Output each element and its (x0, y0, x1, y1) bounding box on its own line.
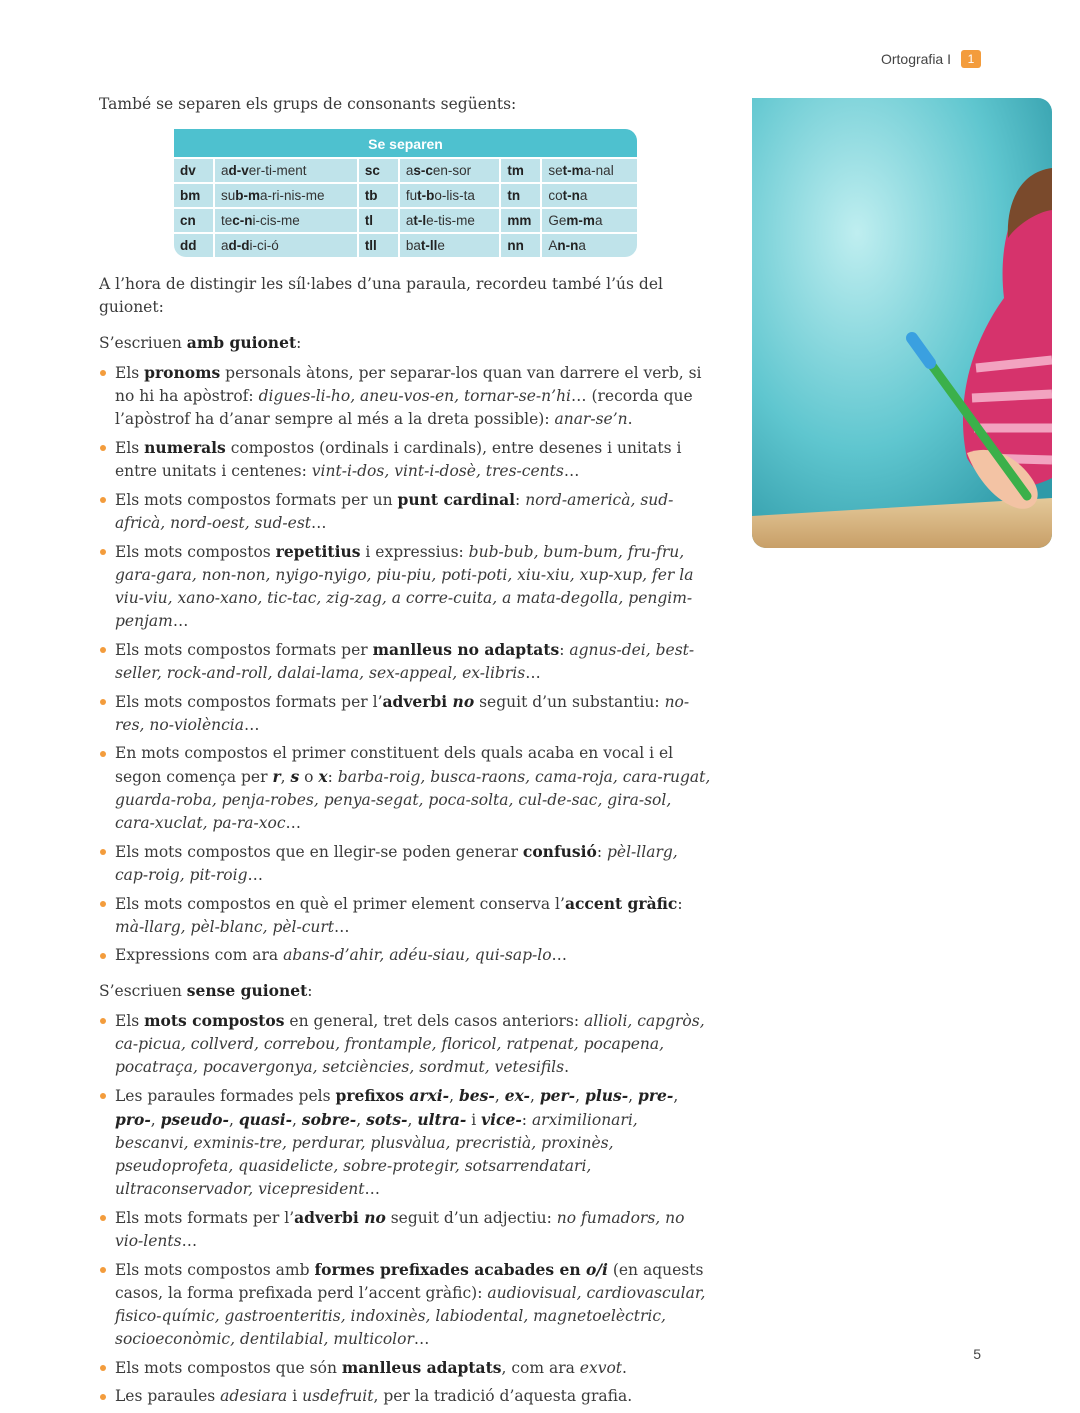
text-run: adverbi (294, 1208, 365, 1227)
text-run: ex- (504, 1086, 530, 1105)
consonant-pair: dd (174, 232, 215, 257)
text-run: pseudo- (160, 1110, 229, 1129)
text-run: i expressius: (360, 543, 469, 561)
table-title: Se separen (174, 129, 637, 157)
text-run: . (564, 1058, 570, 1076)
syllable-part: d-v (228, 163, 249, 178)
syllable-part: t-n (562, 188, 580, 203)
syllable-part: su (221, 188, 236, 203)
text-run: allioli, capgròs, ca-picua, collverd, correbou, frontample, floricol, ratpenat, pocapena, pocatraça, pocavergonya, setciències, sordmut, vetesifils (115, 1012, 705, 1076)
syllable-part: t-m (562, 163, 584, 178)
page-number: 5 (973, 1346, 981, 1362)
rule-item (99, 488, 714, 535)
rule-item (99, 944, 714, 967)
section-title: Ortografia I (880, 51, 951, 67)
consonant-pair: nn (501, 232, 542, 257)
example-word (215, 182, 359, 207)
text-run: , per la tradició d’aquesta grafia. (373, 1387, 633, 1405)
consonant-pair: mm (501, 207, 542, 232)
consonant-pair: bm (174, 182, 215, 207)
text-run: Els mots compostos que són (115, 1359, 342, 1377)
syllable-part: a (594, 213, 603, 228)
intro-text: També se separen els grups de consonants següents: (99, 95, 517, 113)
text-run: ultra- (417, 1110, 467, 1129)
text-run: … (172, 612, 189, 630)
text-run: : (515, 491, 526, 509)
syllable-part: d-d (228, 238, 250, 253)
main-content (99, 90, 714, 1413)
text-run: Els mots compostos que en llegir-se poden generar (115, 843, 523, 861)
text-run: … (311, 514, 327, 532)
text-run: S’escriuen (99, 334, 187, 352)
text-run: manlleus adaptats (341, 1358, 502, 1377)
text-run: pre- (638, 1086, 674, 1105)
text-run: per- (539, 1086, 576, 1105)
text-run: no-res, no-violència (115, 693, 690, 734)
text-run: barba-roig, busca-raons, cama-roja, cara-rugat, guarda-roba, penja-robes, penya-segat, poca-solta, cul-de-sac, gira-sol, cara-xuclat, pa-ra-xoc (115, 768, 711, 832)
text-run: i (466, 1111, 482, 1129)
syllable-part: co (548, 188, 563, 203)
syllable-part: te (221, 213, 233, 228)
table-row (174, 232, 637, 257)
text-run: en general, tret dels casos anteriors: (284, 1012, 585, 1030)
syllable-part: a (405, 213, 414, 228)
text-run: pro- (115, 1110, 151, 1129)
text-run: bes- (458, 1086, 495, 1105)
text-run: no (452, 692, 475, 711)
example-word (400, 157, 502, 182)
table-row (174, 157, 637, 182)
syllable-part: en-sor (432, 163, 472, 178)
syllable-part: a (405, 163, 414, 178)
rule-item (99, 892, 714, 939)
text-run: : (521, 1111, 532, 1129)
text-run: : (327, 768, 338, 786)
text-run: … (285, 814, 302, 832)
text-run: S’escriuen (99, 982, 187, 1000)
text-run: … (364, 1180, 380, 1198)
text-run: manlleus no adaptats (372, 640, 560, 659)
rule-item (99, 840, 714, 887)
syllable-part: e (437, 238, 445, 253)
rule-item (99, 1009, 714, 1079)
table-body (174, 157, 637, 257)
text-run: … (243, 716, 260, 734)
syllable-part: Ge (548, 213, 567, 228)
text-run: … (334, 918, 350, 936)
rule-item (99, 1385, 714, 1408)
text-run: , (280, 768, 291, 786)
text-run: seguit d’un substantiu: (474, 693, 665, 711)
hyphen-lead-text: A l’hora de distingir les síl·labes d’una paraula, recordeu també l’ús del guionet: (99, 275, 663, 316)
text-run: Els (115, 364, 145, 382)
text-run: Els (115, 439, 145, 457)
rule-item (99, 638, 714, 685)
rule-item (99, 1084, 714, 1201)
text-run: : (307, 982, 313, 1000)
text-run: arxi- (409, 1086, 450, 1105)
syllable-part: fu (405, 188, 418, 203)
text-run: x (318, 767, 328, 786)
consonant-pair: tl (359, 207, 400, 232)
syllable-part: a (578, 238, 586, 253)
text-run: adesiara (220, 1387, 288, 1405)
text-run: … (413, 1330, 430, 1348)
example-word (542, 232, 637, 257)
example-word (215, 232, 359, 257)
text-run: usdefruit (302, 1387, 374, 1405)
syllable-part: n-n (557, 238, 579, 253)
syllable-part: a (221, 238, 229, 253)
text-run: arximilionari, bescanvi, exminis-tre, perdurar, plusvàlua, precristià, proxinès, pseudoprofeta, quasidelicte, sobre-protegir, sotsarrendatari, ultraconservador, vicepresident (115, 1111, 638, 1198)
text-run: personals àtons, per separar-los quan van darrere el verb, si no hi ha apòstrof: (115, 364, 702, 405)
rule-item (99, 436, 714, 483)
rule-item (99, 361, 714, 431)
example-word (400, 182, 502, 207)
text-run: s (290, 767, 300, 786)
text-run: . (627, 410, 633, 428)
syllable-part: t-ll (420, 238, 438, 253)
child-writing-illustration (752, 98, 1052, 548)
rule-item (99, 1206, 714, 1253)
syllable-part: a (579, 188, 588, 203)
syllable-part: se (548, 163, 563, 178)
with-hyphen-title (99, 331, 714, 355)
consonant-pair: tn (501, 182, 542, 207)
text-run: , (356, 1111, 367, 1129)
syllable-part: a-ri-nis-me (260, 188, 325, 203)
example-word (215, 207, 359, 232)
text-run: , (150, 1111, 161, 1129)
text-run: prefixos (335, 1086, 410, 1105)
text-run: Els mots formats per l’ (115, 1209, 295, 1227)
rule-item (99, 540, 714, 633)
text-run: punt cardinal (397, 490, 516, 509)
consonant-pair: cn (174, 207, 215, 232)
syllable-part: c-n (232, 213, 253, 228)
syllable-part: er-ti-ment (248, 163, 307, 178)
table-row (174, 207, 637, 232)
syllable-part: a (221, 163, 229, 178)
text-run: … (551, 946, 568, 964)
text-run: pronoms (144, 363, 221, 382)
text-run: sense guionet (186, 981, 308, 1000)
without-hyphen-list (99, 1009, 714, 1408)
rule-item (99, 1356, 714, 1380)
text-run: bub-bub, bum-bum, fru-fru, gara-gara, non-non, nyigo-nyigo, piu-piu, poti-poti, xiu-xiu, xup-xup, fer la viu-viu, xano-xano, tic-tac, zig-zag, a corre-cuita, a mata-degolla, pengim-penjam (115, 543, 694, 630)
consonant-pair: tb (359, 182, 400, 207)
text-run: no fumadors, no vio-lents (115, 1209, 685, 1250)
text-run: mà-llarg, pèl-blanc, pèl-curt (115, 918, 335, 936)
syllable-part: ba (405, 238, 421, 253)
text-run: vice- (481, 1110, 522, 1129)
text-run: numerals (144, 438, 226, 457)
text-run: exvot (579, 1359, 623, 1377)
example-word (542, 157, 637, 182)
text-run: : (677, 895, 683, 913)
with-hyphen-list (99, 361, 714, 967)
text-run: , (494, 1087, 505, 1105)
text-run: , (529, 1087, 540, 1105)
text-run: … (563, 462, 580, 480)
text-run: En mots compostos el primer constituent dels quals acaba en vocal i el segon comença per (115, 744, 674, 786)
text-run: vint-i-dos, vint-i-dosè, tres-cents (311, 462, 564, 480)
text-run: repetitius (275, 542, 361, 561)
text-run: anar-se’n (554, 410, 628, 428)
text-run: … (525, 664, 541, 682)
text-run: sots- (366, 1110, 408, 1129)
text-run: nord-americà, sud-africà, nord-oest, sud-est (115, 491, 674, 532)
syllable-part: a-nal (583, 163, 614, 178)
syllable-part: m-m (566, 213, 595, 228)
photo-child-writing (752, 98, 1052, 548)
rule-item (99, 1258, 714, 1351)
text-run: seguit d’un adjectiu: (385, 1209, 557, 1227)
syllable-part: s-c (413, 163, 433, 178)
syllable-part: t-l (413, 213, 427, 228)
text-run: , (228, 1111, 239, 1129)
text-run: formes prefixades acabades en (314, 1260, 587, 1279)
text-run: (en aquests casos, la forma prefixada perd l’accent gràfic): (115, 1261, 704, 1302)
syllable-part: e-tis-me (426, 213, 475, 228)
syllable-part: i-ci-ó (249, 238, 279, 253)
text-run: compostos (ordinals i cardinals), entre desenes i unitats i entre unitats i centenes: (115, 439, 682, 480)
text-run: … (recorda que l’apòstrof ha d’anar sempre al més a la dreta possible): (115, 387, 693, 428)
text-run: pèl-llarg, cap-roig, pit-roig (115, 843, 678, 884)
text-run: … (181, 1232, 198, 1250)
text-run: , (292, 1111, 302, 1129)
text-run: digues-li-ho, aneu-vos-en, tornar-se-n’hi (258, 387, 572, 405)
rule-item (99, 690, 714, 737)
syllable-part: b-m (235, 188, 261, 203)
text-run: o/i (586, 1260, 608, 1279)
text-run: , (628, 1087, 638, 1105)
text-run: Els mots compostos formats per un (115, 491, 398, 509)
text-run: accent gràfic (564, 894, 678, 913)
consonant-pair: sc (359, 157, 400, 182)
text-run: adverbi (382, 692, 453, 711)
text-run: confusió (522, 842, 597, 861)
text-run: Les paraules (115, 1387, 221, 1405)
text-run: … (247, 866, 264, 884)
consonant-pair: tll (359, 232, 400, 257)
text-run: no (364, 1208, 386, 1227)
text-run: , com ara (501, 1359, 580, 1377)
example-word (542, 182, 637, 207)
syllable-part: o-lis-ta (434, 188, 475, 203)
syllable-part: t-b (417, 188, 435, 203)
consonant-pair: dv (174, 157, 215, 182)
running-header (881, 50, 981, 68)
example-word (542, 207, 637, 232)
text-run: Expressions com ara (115, 946, 284, 964)
text-run: o (299, 768, 319, 786)
text-run: , (673, 1087, 679, 1105)
text-run: plus- (584, 1086, 629, 1105)
text-run: sobre- (301, 1110, 357, 1129)
text-run: , (449, 1087, 459, 1105)
example-word (400, 232, 502, 257)
text-run: abans-d’ahir, adéu-siau, qui-sap-lo (283, 946, 552, 964)
text-run: amb guionet (186, 333, 297, 352)
syllable-part: A (548, 238, 558, 253)
syllable-part: i-cis-me (252, 213, 300, 228)
text-run: agnus-dei, best-seller, rock-and-roll, dalai-lama, sex-appeal, ex-libris (115, 641, 695, 682)
chapter-badge: 1 (961, 50, 981, 68)
text-run: Els mots compostos amb (115, 1261, 315, 1279)
text-run: mots compostos (144, 1011, 285, 1030)
text-run: . (622, 1359, 627, 1377)
without-hyphen-title (99, 979, 714, 1003)
text-run: Els mots compostos formats per (115, 641, 373, 659)
text-run: Les paraules formades pels (115, 1087, 336, 1105)
text-run: Els mots compostos formats per l’ (115, 693, 383, 711)
text-run: : (596, 843, 607, 861)
separation-table (174, 129, 637, 257)
text-run: Els (115, 1012, 145, 1030)
text-run: Els mots compostos (115, 543, 276, 561)
text-run: quasi- (238, 1110, 293, 1129)
table-row (174, 182, 637, 207)
text-run: r (272, 767, 281, 786)
text-run: Els mots compostos en què el primer element conserva l’ (115, 895, 565, 913)
rule-item (99, 742, 714, 835)
text-run: , (575, 1087, 585, 1105)
consonant-pair: tm (501, 157, 542, 182)
text-run: audiovisual, cardiovascular, fisico-químic, gastroenteritis, indoxinès, labiodental, magnetoelèctric, socioeconòmic, dentilabial, multicolor (115, 1284, 706, 1348)
text-run: , (407, 1111, 418, 1129)
text-run: : (296, 334, 302, 352)
example-word (400, 207, 502, 232)
text-run: : (559, 641, 570, 659)
example-word (215, 157, 359, 182)
text-run: i (287, 1387, 303, 1405)
